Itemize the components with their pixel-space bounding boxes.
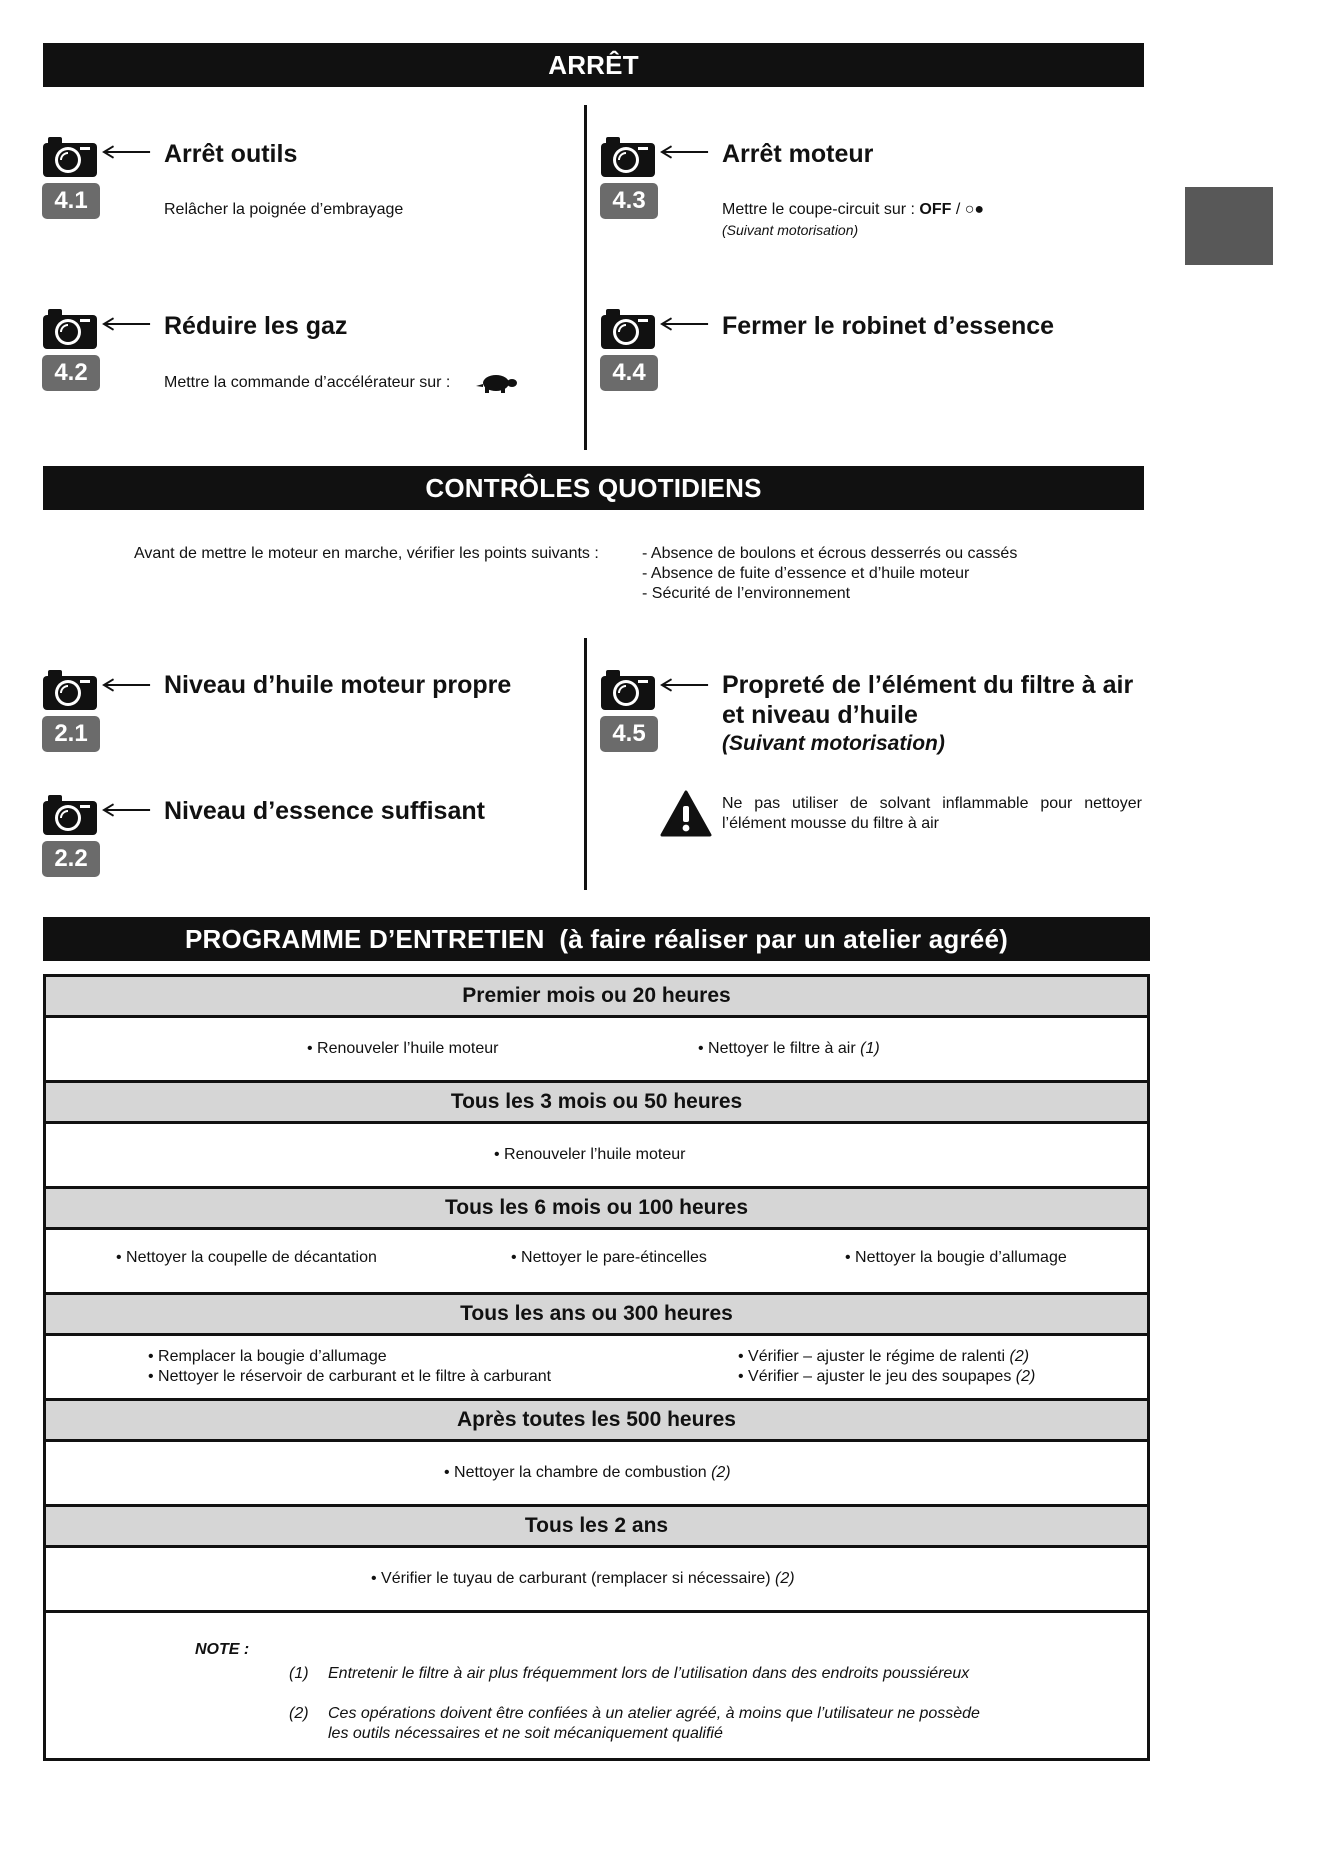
arrow-left-icon <box>660 317 710 331</box>
schedule-item: • Vérifier – ajuster le jeu des soupapes (2) <box>738 1368 1036 1385</box>
arrow-left-icon <box>102 803 152 817</box>
note-number: (1) <box>289 1665 309 1682</box>
schedule-item: • Vérifier – ajuster le régime de ralenti (2) <box>738 1348 1030 1365</box>
schedule-item: • Nettoyer la coupelle de décantation <box>116 1249 377 1266</box>
check-point: - Sécurité de l’environnement <box>642 585 851 602</box>
schedule-header: Après toutes les 500 heures <box>45 1400 1149 1441</box>
step-badge: 4.2 <box>42 355 100 391</box>
step-title: Arrêt outils <box>164 140 298 168</box>
schedule-item: • Nettoyer le réservoir de carburant et le filtre à carburant <box>148 1368 552 1385</box>
schedule-row <box>45 1229 1149 1294</box>
step-title: Fermer le robinet d’essence <box>722 312 1055 340</box>
camera-icon <box>40 133 100 179</box>
camera-icon <box>598 305 658 351</box>
schedule-header: Tous les 2 ans <box>45 1506 1149 1547</box>
step-badge: 4.5 <box>600 716 658 752</box>
check-point: - Absence de boulons et écrous desserrés ou cassés <box>642 545 1018 562</box>
step-title: Réduire les gaz <box>164 312 348 340</box>
step-badge: 2.1 <box>42 716 100 752</box>
off-label: OFF <box>919 201 952 218</box>
schedule-row <box>45 1335 1149 1400</box>
note-label: NOTE : <box>195 1641 250 1658</box>
programme-title: PROGRAMME D’ENTRETIEN (à faire réaliser par un atelier agréé) <box>185 923 1008 954</box>
camera-icon <box>40 305 100 351</box>
check-point: - Absence de fuite d’essence et d’huile moteur <box>642 565 970 582</box>
arrow-left-icon <box>102 678 152 692</box>
arrow-left-icon <box>102 145 152 159</box>
column-divider <box>584 638 587 890</box>
schedule-item: • Nettoyer la bougie d’allumage <box>845 1249 1067 1266</box>
schedule-item: • Nettoyer le filtre à air (1) <box>698 1040 880 1057</box>
schedule-header: Tous les 3 mois ou 50 heures <box>45 1082 1149 1123</box>
step-badge: 4.3 <box>600 183 658 219</box>
note-text: Ces opérations doivent être confiées à un atelier agréé, à moins que l’utilisateur ne possède <box>328 1705 980 1722</box>
arrow-left-icon <box>660 678 710 692</box>
page-tab-marker <box>1185 187 1273 265</box>
step-text: Mettre le coupe-circuit sur : OFF / ○● <box>722 201 985 218</box>
schedule-item: • Renouveler l’huile moteur <box>307 1040 499 1057</box>
schedule-header: Tous les 6 mois ou 100 heures <box>45 1188 1149 1229</box>
turtle-icon <box>474 372 518 394</box>
step-badge: 4.1 <box>42 183 100 219</box>
schedule-header: Tous les ans ou 300 heures <box>45 1294 1149 1335</box>
schedule-row <box>45 1547 1149 1612</box>
section-banner-programme <box>43 917 1150 961</box>
schedule-item: • Nettoyer le pare-étincelles <box>511 1249 707 1266</box>
note-number: (2) <box>289 1705 309 1722</box>
step-note: (Suivant motorisation) <box>722 222 859 238</box>
arrow-left-icon <box>102 317 152 331</box>
step-text: Mettre la commande d’accélérateur sur : <box>164 374 451 391</box>
note-text: Entretenir le filtre à air plus fréquemment lors de l’utilisation dans des endroits poussiéreux <box>328 1665 970 1682</box>
arret-title: ARRÊT <box>548 49 639 80</box>
schedule-header: Premier mois ou 20 heures <box>45 976 1149 1017</box>
camera-icon <box>40 666 100 712</box>
schedule-item: • Nettoyer la chambre de combustion (2) <box>444 1464 731 1481</box>
schedule-item: • Remplacer la bougie d’allumage <box>148 1348 387 1365</box>
schedule-row <box>45 1123 1149 1188</box>
warning-icon <box>660 790 712 838</box>
controles-title: CONTRÔLES QUOTIDIENS <box>425 472 762 503</box>
step-title: Arrêt moteur <box>722 140 874 168</box>
step-title-line1: Propreté de l’élément du filtre à air <box>722 671 1134 699</box>
arrow-left-icon <box>660 145 710 159</box>
section-banner-arret <box>43 43 1144 87</box>
schedule-item: • Vérifier le tuyau de carburant (remplacer si nécessaire) (2) <box>371 1570 795 1587</box>
step-subtitle: (Suivant motorisation) <box>722 732 945 755</box>
schedule-row <box>45 1017 1149 1082</box>
checks-intro: Avant de mettre le moteur en marche, vérifier les points suivants : <box>134 545 599 562</box>
step-title: Niveau d’huile moteur propre <box>164 671 512 699</box>
maintenance-schedule-table <box>43 974 1150 1761</box>
camera-icon <box>598 133 658 179</box>
step-text: Relâcher la poignée d’embrayage <box>164 201 404 218</box>
camera-icon <box>598 666 658 712</box>
notes-cell <box>45 1612 1149 1760</box>
step-badge: 4.4 <box>600 355 658 391</box>
step-title: Niveau d’essence suffisant <box>164 797 485 825</box>
section-banner-controles <box>43 466 1144 510</box>
column-divider <box>584 105 587 450</box>
note-text: les outils nécessaires et ne soit mécaniquement qualifié <box>328 1725 723 1742</box>
schedule-item: • Renouveler l’huile moteur <box>494 1146 686 1163</box>
camera-icon <box>40 791 100 837</box>
step-title-line2: et niveau d’huile <box>722 701 918 729</box>
warning-text: Ne pas utiliser de solvant inflammable pour nettoyer l’élément mousse du filtre à air <box>722 795 1142 832</box>
schedule-row <box>45 1441 1149 1506</box>
step-badge: 2.2 <box>42 841 100 877</box>
